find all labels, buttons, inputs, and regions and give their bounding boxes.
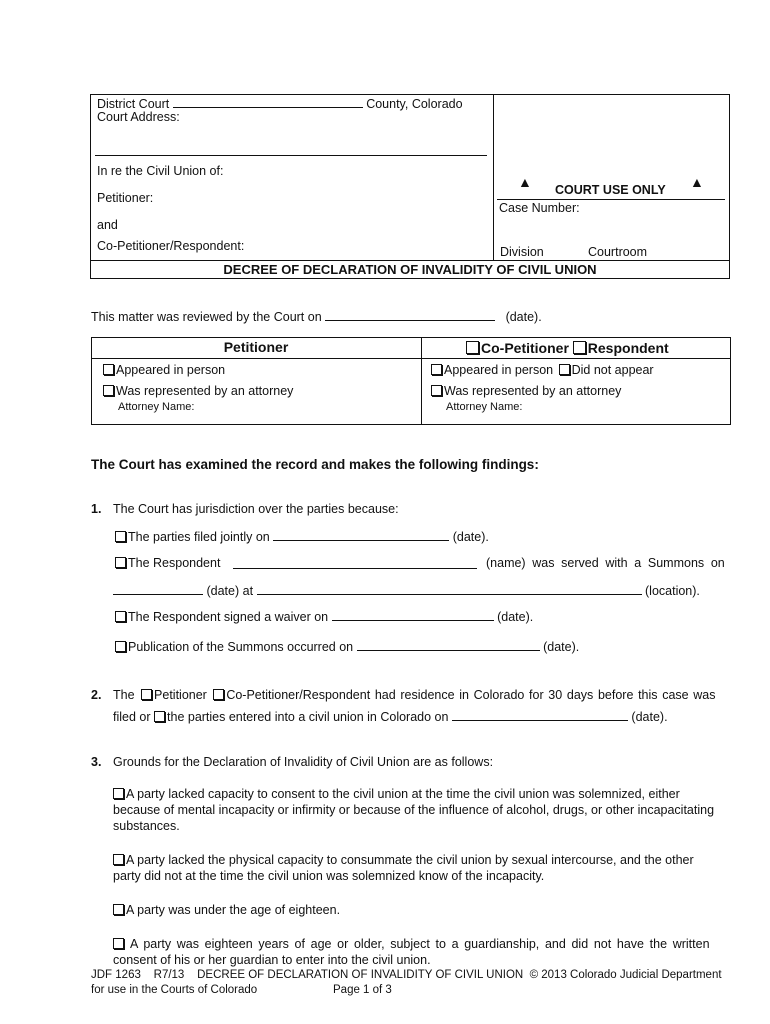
- court-use-rule: [497, 199, 725, 200]
- in-re-label: In re the Civil Union of:: [97, 164, 224, 178]
- district-court-line: [97, 95, 463, 111]
- respondent-appearance-options: [431, 363, 654, 377]
- ground-d-text-1: A party was eighteen years of age or older, subject to a guardianship, and did not have the written: [130, 937, 710, 951]
- finding-3-text: Grounds for the Declaration of Invalidity of Civil Union are as follows:: [113, 755, 494, 769]
- respondent-represented-checkbox[interactable]: [431, 385, 442, 396]
- finding-2-petitioner-checkbox[interactable]: [141, 689, 152, 700]
- courtroom-label: Courtroom: [588, 245, 648, 259]
- case-number-label: Case Number:: [499, 201, 580, 215]
- footer-line-1: JDF 1263 R7/13 DECREE OF DECLARATION OF INVALIDITY OF CIVIL UNION © 2013 Colorado Judicial Department: [91, 969, 722, 981]
- service-location-suffix: (location).: [645, 584, 700, 598]
- finding-2-line-1: [113, 688, 730, 702]
- filed-jointly-label: The parties filed jointly on: [128, 530, 270, 544]
- court-use-only-label: COURT USE ONLY: [555, 183, 666, 197]
- respondent-checkbox[interactable]: [573, 341, 586, 354]
- service-date-field[interactable]: [113, 582, 203, 595]
- ground-b-text: A party lacked the physical capacity to consummate the civil union by sexual intercourse, and the other party did not at the time the civil union was solemnized know of the incapacity.: [113, 853, 694, 883]
- respondent-represented-option: [431, 384, 621, 398]
- ground-a: [113, 786, 719, 834]
- ground-b: [113, 852, 719, 884]
- filed-jointly-date-field[interactable]: [273, 528, 449, 541]
- ground-b-checkbox[interactable]: [113, 854, 124, 865]
- waiver-line: [115, 608, 533, 624]
- county-colorado-label: County, Colorado: [366, 97, 463, 111]
- ground-a-checkbox[interactable]: [113, 788, 124, 799]
- finding-2-suffix: (date).: [631, 710, 668, 724]
- county-name-field[interactable]: [173, 95, 363, 108]
- caption-divider: [493, 94, 494, 261]
- footer-use-text: for use in the Courts of Colorado: [91, 984, 258, 996]
- ground-c: [113, 903, 340, 917]
- finding-1-text: The Court has jurisdiction over the parties because:: [113, 502, 399, 516]
- review-date-field[interactable]: [325, 308, 495, 321]
- co-petitioner-respondent-header: [466, 340, 669, 356]
- appearance-header-rule: [91, 358, 731, 359]
- court-address-field[interactable]: [95, 155, 487, 156]
- petitioner-appeared-option: [103, 363, 225, 377]
- co-petitioner-header-label: Co-Petitioner: [481, 340, 569, 356]
- respondent-appeared-checkbox[interactable]: [431, 364, 442, 375]
- petitioner-appeared-checkbox[interactable]: [103, 364, 114, 375]
- respondent-represented-label: Was represented by an attorney: [444, 384, 622, 398]
- filed-jointly-checkbox[interactable]: [115, 531, 126, 542]
- petitioner-appeared-label: Appeared in person: [116, 363, 226, 377]
- co-petitioner-respondent-label: Co-Petitioner/Respondent:: [97, 239, 245, 253]
- waiver-suffix: (date).: [497, 610, 534, 624]
- co-petitioner-checkbox[interactable]: [466, 341, 479, 354]
- petitioner-represented-label: Was represented by an attorney: [116, 384, 294, 398]
- publication-checkbox[interactable]: [115, 641, 126, 652]
- finding-2-co-petitioner-text: Co-Petitioner/Respondent had residence in Colorado for 30 days before this case was: [226, 688, 716, 702]
- finding-1-number: 1.: [91, 502, 102, 516]
- waiver-checkbox[interactable]: [115, 611, 126, 622]
- triangle-left-icon: ▲: [518, 174, 532, 190]
- respondent-served-line-1: [115, 556, 220, 570]
- form-title: DECREE OF DECLARATION OF INVALIDITY OF CIVIL UNION: [223, 262, 597, 277]
- publication-date-field[interactable]: [357, 638, 540, 651]
- publication-suffix: (date).: [543, 640, 580, 654]
- ground-c-checkbox[interactable]: [113, 904, 124, 915]
- review-date-suffix: (date).: [505, 310, 542, 324]
- finding-3-number: 3.: [91, 755, 102, 769]
- finding-2-petitioner-label: Petitioner: [154, 688, 207, 702]
- respondent-served-label: The Respondent: [128, 556, 221, 570]
- respondent-served-line-2: [113, 582, 700, 598]
- respondent-appeared-label: Appeared in person: [444, 363, 554, 377]
- respondent-served-text: (name) was served with a Summons on: [486, 556, 725, 570]
- ground-d-checkbox[interactable]: [113, 938, 124, 949]
- service-location-field[interactable]: [257, 582, 642, 595]
- title-rule: [90, 260, 730, 261]
- petitioner-header: Petitioner: [223, 339, 289, 355]
- review-line: [91, 308, 542, 324]
- filed-jointly-suffix: (date).: [452, 530, 489, 544]
- respondent-attorney-name-label: Attorney Name:: [446, 401, 523, 413]
- ground-a-text: A party lacked capacity to consent to the civil union at the time the civil union was solemnized, either because of mental incapacity or infirmity or because of the influence of alcohol, drugs, or other incapacitating substances.: [113, 787, 715, 833]
- petitioner-represented-option: [103, 384, 293, 398]
- findings-heading: The Court has examined the record and makes the following findings:: [91, 457, 539, 472]
- finding-2-entered-text: the parties entered into a civil union in Colorado on: [167, 710, 449, 724]
- service-date-at-label: (date) at: [206, 584, 254, 598]
- finding-2-filed-or: filed or: [113, 710, 151, 724]
- triangle-right-icon: ▲: [690, 174, 704, 190]
- review-label: This matter was reviewed by the Court on: [91, 310, 322, 324]
- respondent-did-not-appear-label: Did not appear: [571, 363, 654, 377]
- finding-2-the: The: [113, 688, 135, 702]
- publication-label: Publication of the Summons occurred on: [128, 640, 354, 654]
- respondent-served-checkbox[interactable]: [115, 557, 126, 568]
- court-address-label: Court Address:: [97, 110, 180, 124]
- petitioner-label: Petitioner:: [97, 191, 154, 205]
- finding-2-co-petitioner-checkbox[interactable]: [213, 689, 224, 700]
- appearance-divider: [421, 337, 422, 425]
- publication-line: [115, 638, 579, 654]
- and-label: and: [97, 218, 118, 232]
- respondent-header-label: Respondent: [587, 340, 669, 356]
- waiver-date-field[interactable]: [332, 608, 494, 621]
- petitioner-attorney-name-label: Attorney Name:: [118, 401, 195, 413]
- respondent-did-not-appear-checkbox[interactable]: [559, 364, 570, 375]
- ground-c-text: A party was under the age of eighteen.: [126, 903, 341, 917]
- finding-2-line-2: [113, 708, 668, 724]
- filed-jointly-line: [115, 528, 489, 544]
- district-court-label: District Court: [97, 97, 170, 111]
- respondent-name-field[interactable]: [233, 556, 477, 569]
- finding-2-number: 2.: [91, 688, 102, 702]
- ground-d-line-1: [113, 937, 730, 951]
- waiver-label: The Respondent signed a waiver on: [128, 610, 329, 624]
- division-label: Division: [500, 245, 544, 259]
- finding-2-civil-union-checkbox[interactable]: [154, 711, 165, 722]
- footer-page-number: Page 1 of 3: [333, 984, 392, 996]
- petitioner-represented-checkbox[interactable]: [103, 385, 114, 396]
- finding-2-date-field[interactable]: [452, 708, 628, 721]
- ground-d-text-2: consent of his or her guardian to enter into the civil union.: [113, 953, 431, 967]
